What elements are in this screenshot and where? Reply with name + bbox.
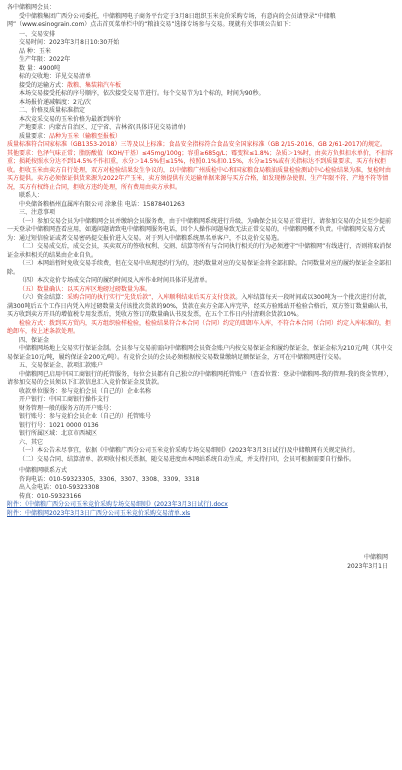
bank-open: 开户银行：中国工商银行操作支行 — [19, 396, 110, 403]
price-step: 本场报价递减幅度：2元/次 — [19, 98, 91, 106]
other-requirements: 其他要求：色泽气味正常；脂肪酸值（KOH/干基）≤45mg/100g；容重≥685g/L；霉变粒≤1.8%；杂质＞1%时，由卖方负担扣水单价，不扣容重；损耗按照水分达不到14.5%不作扣重，水分＞14.5%但≤15%，按照0.1%扣0.15%，水分≥15%或有关指标达不到质量要求，买方有权拒收。拒收玉米由卖方自行处理，双方对检验结果发生争议的，以中储粮广州质检中心和国家粮食局粮油质量检验测试中心检验结果为准，复检时由买方提供。卖方必须保证供货来源为2022年产玉米，卖方须提供有关运输单据来源与买方合格，如发现掺杂使假、生产年限不符、产地不符等情况，买方有权终止合同，拒收方违约处理，所有费用由卖方承担。 — [7, 149, 393, 191]
note-6 — [7, 294, 394, 320]
attachment-link-list[interactable]: 附件：中储粮网2023年3月3日广西分公司玉米竞价采购交易清单.xls — [7, 509, 191, 517]
section-5-title: 五、交易保证金、款项汇款账户 — [19, 362, 104, 369]
note-6-rest: 。入库结算每天一段时间或以300吨为一个批次进行付款，满300吨后五个工作日内凭入库过磅数量支付该批次货款的90%，货款在卖方全部入库完毕，经买方验账站开检验合格后，双方签订数量确认书，买方收到卖方开具的增值税专用发票后，凭收方签订的数量确认书及发票，在五个工作日内付清剩余货款10%。 — [7, 294, 392, 318]
attachment-link-rules[interactable]: 附件：《中储粮广西分公司玉米竞价采购专场交易细则》(2023年3月3日试行).docx — [7, 501, 228, 508]
trade-time: 交易时间：2023年3月8日10:30开始 — [19, 39, 120, 46]
note-7: 检验方式：拨到买方贸内，买方组织验样检验，检验结果符合本合同（合同）约定的即卸车入库，不符合本合同（合同）约定入库标准的，拒绝卸车，按上述条款处理。 — [7, 319, 392, 335]
intro-paragraph: 受中储粮集团广西分公司委托，中储粮网电子商务平台定于3月8日组织玉米竞价采购专场，有意向的会员请登录“中储粮网”（www.esinograin.com）点击首页菜单栏中的“粮油交易”选择专场参与交易。现就有关事项公告如下： — [7, 12, 336, 28]
other-2: （二）交易合同、结算清单、款项收付相关票据，随交易进度由本网站系统自动生成，并支持打印，会员可根据需要自行操作。 — [19, 455, 356, 463]
hotline: 咨询电话：010-59323305、3306、3307、3308、3309、3318 — [19, 475, 200, 483]
bank-service: 财务管理一般的服务方的开户账号： — [19, 404, 116, 412]
deposit-phone: 出入金电话：010-59323308 — [19, 484, 100, 491]
transport-label: 接受的运输方式： — [19, 81, 68, 89]
variety: 品 种：玉米 — [19, 47, 51, 55]
section-3-title: 三、注意事项 — [19, 209, 56, 216]
date: 2023年3月1日 — [347, 562, 388, 570]
origin-requirement: 产地要求：内蒙古自治区、辽宁省、吉林省(具体详见交易清单) — [19, 124, 186, 131]
section-4-title: 四、保证金 — [19, 336, 50, 344]
quality-value: 品种为玉米（输粮至报板） — [49, 132, 122, 140]
trade-rule: 本场交易接受托标的序号顺序，依次接受交易节进行。每个交易节为1个标的，时间为90秒。 — [19, 90, 265, 97]
account-paragraph: 中储粮网已启用中国工商银行的托管服务，每位会员都有自己独立的中储粮网托管账户（查看位置：登录中储粮网-我的管理-我的资金管理），请参加交易的会员须以下汇款信息汇入竞价保证金及货款。 — [7, 370, 393, 386]
contact-title: 中储粮网联系方式 — [19, 467, 68, 474]
note-6-highlight: 采购合同的执行实行“先货后款”，入库顺利结束后买方支付货款 — [67, 294, 236, 301]
bank-account: 银行账号：参与竞拍会员企业（自己的）托管账号 — [19, 413, 152, 420]
payee-info: 收款单位服务：参与竞拍会员（自己的）企业名称 — [19, 387, 152, 395]
section-6-title: 六、其它 — [19, 438, 44, 446]
bank-region: 银行所属区域：北京市西城区 — [19, 430, 98, 437]
greeting: 各中储粮网会员： — [7, 4, 56, 11]
note-1: （一）参加交易会员为中储粮网会员并缴纳会员服务费，由于中储粮网系统进行升级，为确保会员交易正常进行，请参加交易的会员至少提前一天登录中储粮网查看应用，如遇问题请致电中储粮网服务电话，因个人操作问题导致无法正常交易的，中储粮网概不负责。中储粮网交易方式为：通过短信验证或者交易密码提交报价进入交易。对于列入中储粮系统黑名单客户，不以竞价交易选。 — [7, 217, 392, 242]
deposit-paragraph: 中储粮网场地上交易实行保证金制。会员参与交易前需向中储粮网会员资金账户内按交易保证金和履约保证金，保证金标为210元/吨（其中交易保证金10元/吨，履约保证金200元/吨）。有竞价会员的会员必须根据按交易数量缴纳足额保证金，方可在中储粮网进行交易。 — [7, 345, 393, 361]
note-2: （二）交易成交后，成交会员，买卖双方的签收权利、交割、结算等所有与合同执行相关的行为必须遵守“中储粮网”有线进行，否则将取消保证金承担相关的结果由企业自负。 — [7, 243, 392, 259]
note-3: （三）本网站暂时免收交易手续费，但在交易中出现违约行为的，违约数量对应的交易保证金将全部扣除。合同数量对应的履约保证金全部扣除。 — [7, 260, 392, 276]
quality-requirement — [7, 133, 394, 142]
transport-value: 散粮、集装箱汽车板 — [67, 81, 122, 89]
bank-code: 银行行号：1021 0000 0136 — [19, 421, 99, 429]
fax: 传真：010-59323166 — [19, 492, 82, 500]
transport-method — [7, 82, 394, 91]
contact-company: 中央储备粮梧州直属库有限公司 涂象佳 电话：15878401263 — [19, 200, 185, 208]
quality-standard: 质量标准符合国家标准（GB1353-2018）三等及以上标准；食品安全指标符合食品安全国家标准（GB 2/15-2016、GB 2/61-2017)的规定。 — [7, 141, 386, 148]
contact-label: 联系人： — [19, 192, 44, 199]
delivery-location: 标的交收地：详见交易清单 — [19, 73, 92, 80]
note-4: （四）本次竞价专场成交合同的履约时间及入库作业时间具体详见清单。 — [19, 277, 212, 284]
section-2-title: 二、价格及质量标准指定 — [19, 107, 86, 114]
note-6-label: （六）资金结算： — [19, 294, 68, 301]
quantity: 数 量：4900吨 — [19, 64, 61, 72]
production-year: 生产年限：2022年 — [19, 56, 71, 63]
quality-label: 质量要求： — [19, 132, 50, 140]
price-note: 本次竞采交易的玉米价格为最新到库价 — [19, 115, 122, 123]
signature: 中储粮网 — [363, 554, 388, 561]
other-1: （一）本公告未尽事宜，依据《中储粮广西分公司玉米竞价采购专场交易细则》(2023年3月3日试行)及中储粮网有关规定执行。 — [19, 447, 359, 454]
section-1-title: 一、交易安排 — [19, 30, 56, 38]
note-5: （五）数量确认：以买方库区地磅过磅数量为准。 — [19, 285, 152, 293]
